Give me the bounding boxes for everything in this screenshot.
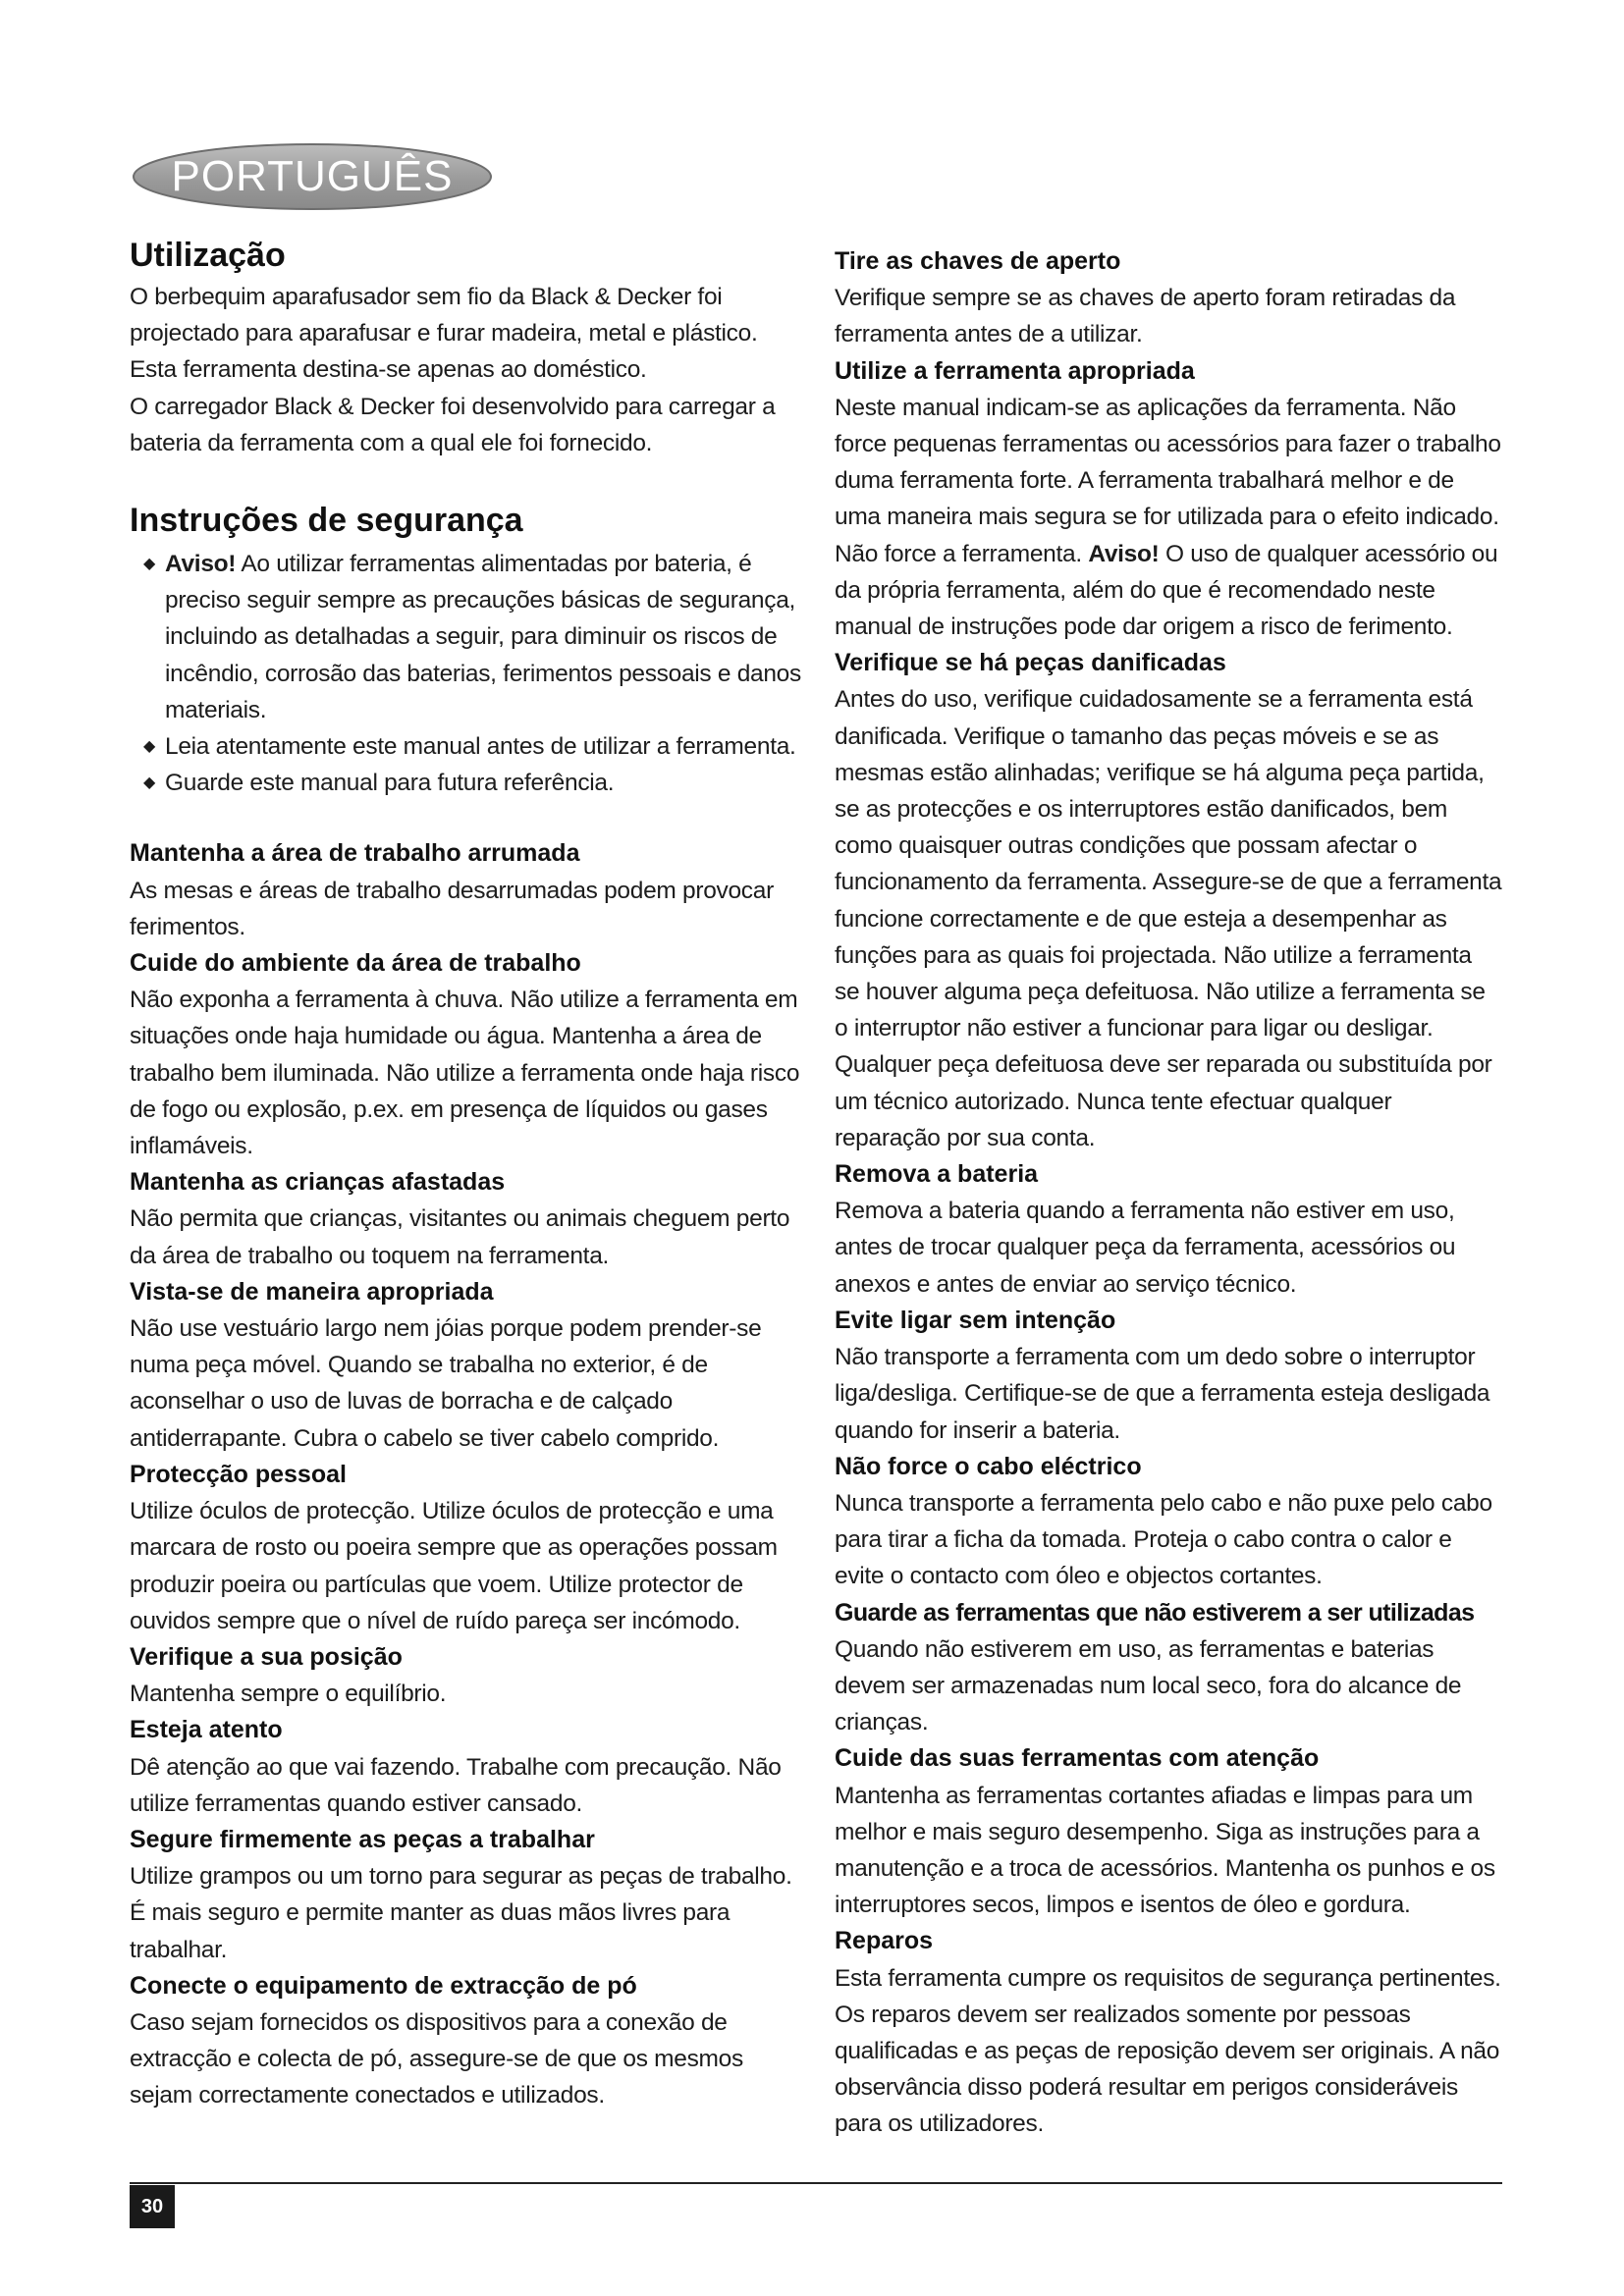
- section-title: Conecte o equipamento de extracção de pó: [130, 1971, 637, 2000]
- section-text: Antes do uso, verifique cuidadosamente se a ferramenta está danificada. Verifique o tamanho das peças móveis e se as mesmas estão alinhadas; verifique se há alguma peça partida, se as protecções e os interruptores estão danificados, bem como quaisquer outras condições que possam afectar o funcionamento da ferramenta. Assegure-se de que a ferramenta funcione correctamente e de que esteja a desempenhar as funções para as quais foi projectada. Não utilize a ferramenta se houver alguma peça defeituosa. Não utilize a ferramenta se o interruptor não estiver a funcionar para ligar ou desligar. Qualquer peça defeituosa deve ser reparada ou substituída por um técnico autorizado. Nunca tente efectuar qualquer reparação por sua conta.: [835, 686, 1502, 1151]
- section-title: Cuide do ambiente da área de trabalho: [130, 949, 581, 978]
- diamond-bullet-icon: ◆: [143, 556, 156, 573]
- usage-heading: Utilização: [130, 237, 286, 274]
- page-number: 30: [130, 2185, 175, 2228]
- section-title: Segure firmemente as peças a trabalhar: [130, 1825, 595, 1853]
- section-title: Verifique se há peças danificadas: [835, 649, 1226, 677]
- section-text: Caso sejam fornecidos os dispositivos para a conexão de extracção e colecta de pó, assegure-se de que os mesmos sejam correctamente conectados e utilizados.: [130, 2008, 743, 2109]
- language-label: PORTUGUÊS: [171, 152, 454, 200]
- section-title: Esteja atento: [130, 1716, 283, 1744]
- section-text: Dê atenção ao que vai fazendo. Trabalhe com precaução. Não utilize ferramentas quando estiver cansado.: [130, 1753, 782, 1817]
- section-title: Guarde as ferramentas que não estiverem a ser utilizadas: [835, 1598, 1475, 1627]
- section-text: Não permita que crianças, visitantes ou animais cheguem perto da área de trabalho ou toquem na ferramenta.: [130, 1205, 790, 1269]
- section-title: Reparos: [835, 1927, 934, 1955]
- section-text: Mantenha sempre o equilíbrio.: [130, 1681, 447, 1708]
- right-column: [835, 243, 1502, 2143]
- section-text: As mesas e áreas de trabalho desarrumadas podem provocar ferimentos.: [130, 877, 774, 940]
- footer-rule: [130, 2182, 1502, 2184]
- section-title: Cuide das suas ferramentas com atenção: [835, 1744, 1320, 1773]
- usage-paragraph-2: O carregador Black & Decker foi desenvolvido para carregar a bateria da ferramenta com a qual ele foi fornecido.: [130, 393, 776, 456]
- safety-heading: Instruções de segurança: [130, 502, 523, 540]
- section-text: Não transporte a ferramenta com um dedo sobre o interruptor liga/desliga. Certifique-se de que a ferramenta esteja desligada quando for inserir a bateria.: [835, 1344, 1490, 1444]
- section-title: Remova a bateria: [835, 1160, 1039, 1189]
- section-title: Utilize a ferramenta apropriada: [835, 356, 1195, 385]
- section-text: Não use vestuário largo nem jóias porque podem prender-se numa peça móvel. Quando se trabalha no exterior, é de aconselhar o uso de luvas de borracha e de calçado antiderrapante. Cubra o cabelo se tiver cabelo comprido.: [130, 1315, 762, 1452]
- section-title: Protecção pessoal: [130, 1460, 347, 1488]
- diamond-bullet-icon: ◆: [143, 774, 156, 792]
- section-text: Esta ferramenta cumpre os requisitos de segurança pertinentes. Os reparos devem ser realizados somente por pessoas qualificadas e as peças de reposição devem ser originais. A não observância disso poderá resultar em perigos consideráveis para os utilizadores.: [835, 1964, 1501, 2138]
- section-text: Quando não estiverem em uso, as ferramentas e baterias devem ser armazenadas num local seco, fora do alcance de crianças.: [835, 1635, 1462, 1736]
- bullet-warning: ◆ Aviso! Ao utilizar ferramentas alimentadas por bateria, é preciso seguir sempre as precauções básicas de segurança, incluindo as detalhadas a seguir, para diminuir os riscos de incêndio, corrosão das baterias, ferimentos pessoais e danos materiais.: [130, 546, 807, 728]
- section-text: Neste manual indicam-se as aplicações da ferramenta. Não force pequenas ferramentas ou acessórios para fazer o trabalho duma ferramenta forte. A ferramenta trabalhará melhor e de uma maneira mais segura se for utilizada para o efeito indicado. Não force a ferramenta. Aviso! O uso de qualquer acessório ou da própria ferramenta, além do que é recomendado neste manual de instruções pode dar origem a risco de ferimento.: [835, 394, 1501, 641]
- diamond-bullet-icon: ◆: [143, 738, 156, 756]
- section-title: Verifique a sua posição: [130, 1642, 403, 1671]
- section-text: Nunca transporte a ferramenta pelo cabo e não puxe pelo cabo para tirar a ficha da tomada. Proteja o cabo contra o calor e evite o contacto com óleo e objectos cortantes.: [835, 1489, 1492, 1590]
- bullet-keep-manual: ◆ Guarde este manual para futura referência.: [130, 765, 807, 801]
- section-title: Mantenha as crianças afastadas: [130, 1168, 506, 1197]
- section-text: Mantenha as ferramentas cortantes afiadas e limpas para um melhor e mais seguro desempenho. Siga as instruções para a manutenção e a troca de acessórios. Mantenha os punhos e os interruptores secos, limpos e isentos de óleo e gordura.: [835, 1782, 1495, 1919]
- section-text: Utilize óculos de protecção. Utilize óculos de protecção e uma marcara de rosto ou poeira sempre que as operações possam produzir poeira ou partículas que voem. Utilize protector de ouvidos sempre que o nível de ruído pareça ser incómodo.: [130, 1498, 778, 1634]
- safety-bullet-list: [130, 546, 807, 801]
- bullet-read-manual: ◆ Leia atentamente este manual antes de utilizar a ferramenta.: [130, 728, 807, 765]
- section-title: Evite ligar sem intenção: [835, 1306, 1116, 1334]
- section-title: Não force o cabo eléctrico: [835, 1452, 1142, 1480]
- section-text: Utilize grampos ou um torno para segurar as peças de trabalho. É mais seguro e permite manter as duas mãos livres para trabalhar.: [130, 1863, 792, 1963]
- section-text: Não exponha a ferramenta à chuva. Não utilize a ferramenta em situações onde haja humidade ou água. Mantenha a área de trabalho bem iluminada. Não utilize a ferramenta onde haja risco de fogo ou explosão, p.ex. em presença de líquidos ou gases inflamáveis.: [130, 987, 800, 1160]
- section-text: Verifique sempre se as chaves de aperto foram retiradas da ferramenta antes de a utilizar.: [835, 285, 1456, 348]
- language-tab: [130, 139, 495, 214]
- section-title: Vista-se de maneira apropriada: [130, 1277, 494, 1306]
- usage-paragraph-1: O berbequim aparafusador sem fio da Black & Decker foi projectado para aparafusar e furar madeira, metal e plástico. Esta ferramenta destina-se apenas ao doméstico.: [130, 284, 758, 384]
- section-text: Remova a bateria quando a ferramenta não estiver em uso, antes de trocar qualquer peça da ferramenta, acessórios ou anexos e antes de enviar ao serviço técnico.: [835, 1198, 1456, 1298]
- section-title: Tire as chaves de aperto: [835, 247, 1121, 275]
- section-title: Mantenha a área de trabalho arrumada: [130, 839, 580, 868]
- left-column: [130, 236, 807, 2114]
